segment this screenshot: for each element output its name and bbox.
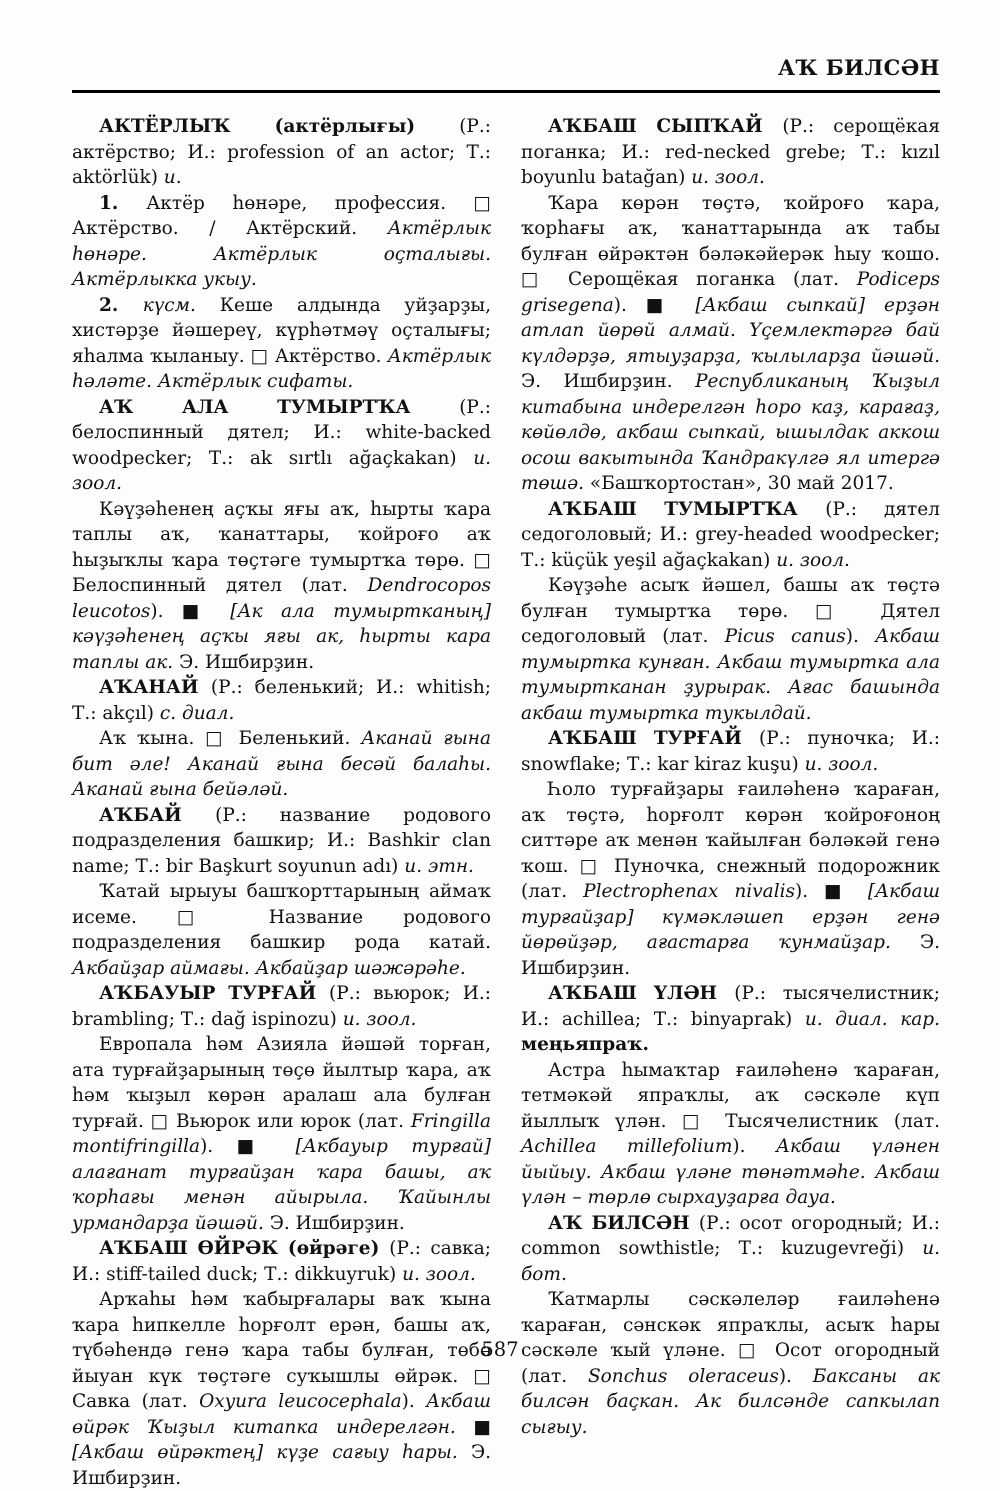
text-segment: Fringilla montifringilla bbox=[72, 1110, 491, 1157]
entry-headline bbox=[521, 497, 940, 574]
text-segment: АҠБАШ ТУРҒАЙ bbox=[548, 728, 760, 749]
text-segment: [Акбаш өйрәктең] күҙе сағыу һары. bbox=[72, 1442, 471, 1463]
text-segment: Акбаш үләнен йыйыу. Акбаш үләне төнәтмәһе. Акбаш үлән – төрлө сырхауҙарға дауа. bbox=[521, 1136, 940, 1208]
text-segment: и. зоол. bbox=[691, 167, 765, 188]
text-segment: Акбаш тумыртка кунған. Акбаш тумыртка ала тумыртканан ҙурырак. Ағас башында акбаш тумыртка тукылдай. bbox=[521, 626, 941, 724]
text-segment: Кәүҙәһе асыҡ йәшел, башы аҡ төҫтә булған тумыртҡа төрө. □ Дятел седоголовый (лат. bbox=[521, 575, 940, 647]
text-segment: Э. Ишбирҙин. bbox=[269, 1212, 405, 1234]
text-segment: 2. bbox=[99, 294, 143, 316]
entry-headline bbox=[72, 981, 491, 1032]
page-content bbox=[72, 56, 940, 1491]
entry-definition bbox=[521, 1287, 940, 1440]
entry-headline bbox=[521, 981, 940, 1058]
entry-definition bbox=[72, 497, 491, 676]
text-segment: (Р.: савка; И.: stiff-tailed duck; Т.: dikkuyruk) bbox=[72, 1238, 491, 1285]
entry-sense bbox=[72, 191, 491, 293]
entry-headline bbox=[72, 675, 491, 726]
text-segment: Dendrocopos leucotos bbox=[72, 575, 491, 622]
text-segment: и. зоол. bbox=[776, 549, 850, 571]
text-segment: и. зоол. bbox=[804, 753, 879, 775]
text-segment: и. диал. кар. bbox=[804, 1008, 941, 1030]
text-segment: ). ■ bbox=[150, 600, 231, 622]
text-segment: (Р.: название родового подразделения башкир; И.: Bashkir clan name; Т.: bir Başkurt soyunun adı) bbox=[72, 804, 492, 877]
entry-definition bbox=[521, 777, 940, 981]
text-segment: (Р.: белоспинный дятел; И.: white-backed woodpecker; Т.: ak sırtlı ağaçkakan) bbox=[72, 396, 491, 469]
text-segment: Актёрлык һәләте. Актёрлык сифаты. bbox=[72, 345, 491, 392]
text-segment: АҠБАЙ bbox=[99, 804, 216, 826]
entry-definition bbox=[521, 1058, 940, 1211]
text-segment: Кәүҙәһенең аҫҡы яғы аҡ, һырты ҡара таплы аҡ, ҡанаттары, ҡойроғо аҡ һыҙыҡлы ҡара төҫтәге тумыртҡа төрө. □ Белоспинный дятел (лат. bbox=[72, 498, 491, 596]
text-segment: АҠАНАЙ bbox=[99, 677, 211, 698]
text-segment: и. бот. bbox=[521, 1238, 940, 1285]
text-segment: и. зоол. bbox=[402, 1263, 476, 1285]
text-segment: [Акбаш турғайҙар] күмәкләшеп ерҙән генә йөрөйҙәр, ағастарға ҡунмайҙар. bbox=[521, 881, 940, 953]
text-segment: күсм. bbox=[142, 294, 220, 316]
header-rule bbox=[72, 90, 940, 93]
text-segment: Ҡатай ырыуы башҡорттарының аймаҡ исеме. □ Название родового подразделения башкир рода катай. bbox=[72, 881, 491, 953]
text-segment: (Р.: вьюрок; И.: brambling; Т.: dağ ispinozu) bbox=[72, 983, 491, 1030]
text-segment: Аканай ғына бит әле! Аканай ғына бесәй балаһы. Аканай ғына бейәләй. bbox=[72, 728, 491, 800]
text-segment: ). ■ bbox=[795, 881, 868, 902]
entry-definition bbox=[72, 1287, 491, 1491]
text-segment: Актёр һөнәре, профессия. □ Актёрство. / Актёрский. bbox=[72, 192, 491, 239]
text-segment: и. этн. bbox=[404, 855, 474, 877]
text-segment: Баксаны ак билсән баҫкан. Ак билсәнде сапкылап сығыу. bbox=[521, 1365, 941, 1438]
left-column bbox=[72, 114, 491, 1491]
text-segment: [Акбауыр турғай] алағанат турғайҙан ҡара башы, аҡ ҡорһағы менән айырыла. Ҡайынлы урмандарҙа йәшәй. bbox=[72, 1136, 491, 1234]
text-segment: ). bbox=[401, 1391, 427, 1412]
text-segment: 1. bbox=[99, 192, 147, 214]
text-segment: Астра һымаҡтар ғаиләһенә ҡараған, тетмәкәй япраҡлы, аҡ сәскәле күп йыллыҡ үлән. □ Тысячелистник (лат. bbox=[521, 1059, 940, 1132]
text-segment: Арҡаһы һәм ҡабырғалары ваҡ ҡына ҡара һипкелле һорғолт ерән, башы аҡ, түбәһендә генә ҡара табы булған, төбө йыуан күк төҫтәге суҡышлы өйрәк. □ Савка (лат. bbox=[72, 1289, 491, 1412]
text-segment: и. bbox=[163, 167, 182, 188]
text-segment: Республиканың Ҡыҙыл китабына индерелгән һоро каҙ, карағаҙ, көйөлдө, акбаш сыпкай, ышылдак аккош осош вакытында Ҡандракүлгә ял итергә төшә. bbox=[521, 371, 940, 494]
text-segment: АҠБАШ ӨЙРӘК (өйрәге) bbox=[99, 1238, 390, 1259]
entry-headline bbox=[521, 114, 940, 191]
text-segment: ). ■ bbox=[613, 294, 696, 316]
right-column bbox=[521, 114, 940, 1491]
text-segment: ). bbox=[845, 626, 876, 647]
text-segment: Һоло турғайҙары ғаиләһенә ҡараған, аҡ төҫтә, һорғолт көрән ҡойроғоноң ситтәре аҡ менән ҡайылған бәләкәй генә ҡош. □ Пуночка, снежный подорожник (лат. bbox=[521, 779, 940, 902]
entry-definition bbox=[72, 726, 491, 803]
text-segment: меңьяпраҡ. bbox=[521, 1034, 649, 1055]
entry-headline bbox=[72, 114, 491, 191]
page-number: 587 bbox=[481, 1338, 519, 1361]
text-segment: ). bbox=[778, 1365, 813, 1387]
text-segment: АҠБАУЫР ТУРҒАЙ bbox=[99, 983, 330, 1004]
entry-sense bbox=[72, 293, 491, 395]
text-segment: Oxyura leucocephala bbox=[199, 1391, 402, 1412]
text-segment: Achillea millefolium bbox=[521, 1136, 733, 1157]
text-segment: Э. Ишбирҙин. bbox=[72, 1442, 491, 1489]
text-segment: (Р.: актёрство; И.: profession of an actor; Т.: aktörlük) bbox=[72, 116, 491, 188]
text-segment: Picus canus bbox=[724, 626, 846, 647]
text-segment: (Р.: дятел седоголовый; И.: grey-headed woodpecker; Т.: küçük yeşil ağaçkakan) bbox=[521, 498, 940, 571]
entry-headline bbox=[521, 726, 940, 777]
entry-definition bbox=[521, 573, 940, 726]
text-segment: Э. Ишбирҙин. bbox=[179, 651, 315, 673]
text-segment: с. диал. bbox=[159, 702, 235, 724]
text-segment: Аҡ ҡына. □ Беленький. bbox=[99, 728, 362, 749]
entry-definition bbox=[521, 191, 940, 497]
text-segment: (Р.: осот огородный; И.: common sowthistle; Т.: kuzugevreği) bbox=[521, 1212, 940, 1259]
text-segment: (Р.: беленький; И.: whitish; Т.: akçıl) bbox=[72, 677, 491, 724]
text-segment: [Ак ала тумыртканың] кәүҙәһенең аҫҡы яғы ак, һырты кара таплы ак. bbox=[72, 600, 491, 673]
text-segment: Podiceps grisegena bbox=[521, 269, 940, 316]
entry-definition bbox=[72, 879, 491, 981]
text-segment: АҠ АЛА ТУМЫРТҠА bbox=[99, 396, 460, 418]
text-segment: Plectrophenax nivalis bbox=[583, 881, 796, 902]
text-segment: Кеше алдында уйҙарҙы, хистәрҙе йәшереү, күрһәтмәү оҫталығы; яһалма ҡыланыу. □ Актёрство. bbox=[72, 294, 491, 367]
entry-headline bbox=[72, 395, 491, 497]
entry-headline bbox=[521, 1211, 940, 1288]
text-segment: [Акбаш сыпкай] ерҙән атлап йөрөй алмай. Үҫемлектәргә бай күлдәрҙә, ятыуҙарҙа, ҡылыларҙа йәшәй. bbox=[521, 294, 940, 367]
text-segment: Акбаш өйрәк Ҡыҙыл китапка индерелгән. bbox=[72, 1391, 491, 1438]
text-segment: Ҡатмарлы сәскәлеләр ғаиләһенә ҡараған, сәнскәк япраҡлы, асыҡ һары сәскәле ҡый үләне. □ Осот огородный (лат. bbox=[521, 1289, 940, 1387]
text-segment: (Р.: пуночка; И.: snowflake; Т.: kar kiraz kuşu) bbox=[521, 728, 940, 775]
entry-definition bbox=[72, 1032, 491, 1236]
text-segment: Э. Ишбирҙин. bbox=[521, 932, 940, 979]
text-segment: ). ■ bbox=[200, 1136, 296, 1157]
text-segment: АКТЁРЛЫҠ (актёрлығы) bbox=[99, 116, 460, 137]
text-segment: АҠБАШ ҮЛӘН bbox=[548, 983, 735, 1004]
text-segment: Sonchus oleraceus bbox=[587, 1365, 779, 1387]
text-segment: Э. Ишбирҙин. bbox=[521, 371, 696, 392]
text-segment: АҠ БИЛСӘН bbox=[548, 1212, 699, 1234]
text-segment: Актёрлык һөнәре. Актёрлык оҫталығы. Актёрлыкка укыу. bbox=[72, 218, 491, 290]
text-segment: и. зоол. bbox=[72, 447, 491, 494]
text-segment: «Башҡортостан», 30 май 2017. bbox=[589, 473, 894, 494]
running-head: АҠ БИЛСӘН bbox=[778, 55, 940, 80]
entry-headline bbox=[72, 1236, 491, 1287]
text-segment: и. зоол. bbox=[342, 1008, 417, 1030]
text-segment: ). bbox=[732, 1136, 776, 1157]
text-segment: (Р.: серощёкая поганка; И.: red-necked grebe; Т.: kızıl boyunlu batağan) bbox=[521, 116, 940, 188]
text-segment: (Р.: тысячелистник; И.: achillea; Т.: binyaprak) bbox=[521, 983, 941, 1030]
text-segment: ■ bbox=[473, 1416, 491, 1438]
text-segment: АҠБАШ ТУМЫРТҠА bbox=[548, 498, 826, 520]
text-segment: АҠБАШ СЫПҠАЙ bbox=[548, 116, 783, 137]
text-columns bbox=[72, 114, 940, 1491]
text-segment: Акбайҙар аймағы. Акбайҙар шәжәрәһе. bbox=[72, 957, 466, 979]
entry-headline bbox=[72, 803, 491, 880]
text-segment: Европала һәм Азияла йәшәй торған, ата турғайҙарының төҫө йылтыр ҡара, аҡ һәм ҡыҙыл көрән аралаш ала булған турғай. □ Вьюрок или юрок (лат. bbox=[72, 1034, 491, 1132]
text-segment: Ҡара көрән төҫтә, ҡойроғо ҡара, ҡорһағы аҡ, ҡанаттарында аҡ табы булған өйрәктән бәләкәйерәк һыу ҡошо. □ Серощёкая поганка (лат. bbox=[521, 192, 940, 290]
